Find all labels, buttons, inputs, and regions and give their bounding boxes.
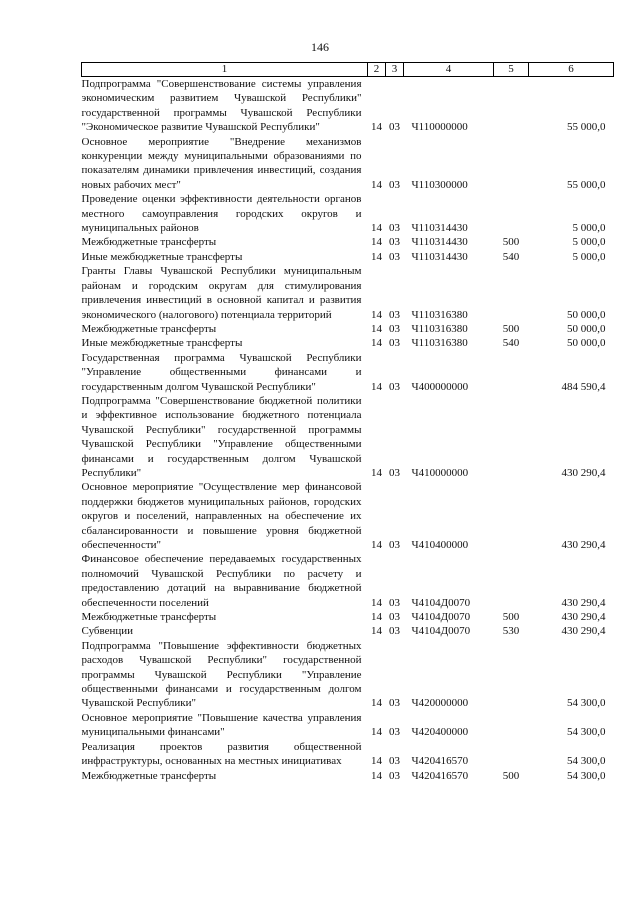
row-target-code: Ч110314430 [411, 250, 468, 263]
row-section: 14 [371, 380, 382, 393]
budget-table [81, 62, 614, 783]
row-section: 14 [371, 769, 382, 782]
row-section: 14 [371, 337, 382, 350]
table-header-row [82, 63, 614, 77]
row-expense-type: 540 [502, 250, 520, 263]
row-expense-type [494, 552, 529, 610]
row-subsection: 03 [389, 121, 400, 134]
header-col-5: 5 [494, 63, 529, 77]
row-target-code: Ч110316380 [411, 337, 468, 350]
row-expense-type [494, 77, 529, 135]
table-row [82, 336, 614, 350]
row-subsection: 03 [389, 337, 400, 350]
row-section: 14 [371, 625, 382, 638]
table-row [82, 322, 614, 336]
row-amount: 50 000,0 [567, 308, 606, 321]
row-subsection: 03 [389, 222, 400, 235]
row-amount: 430 290,4 [561, 539, 606, 551]
row-subsection: 03 [389, 380, 400, 393]
row-name: Реализация проектов развития общественной инфраструктуры, основанных на местных инициативах [81, 740, 362, 768]
row-expense-type [494, 394, 529, 480]
row-section: 14 [371, 596, 382, 609]
row-amount: 55 000,0 [567, 178, 606, 191]
row-expense-type [494, 740, 529, 769]
row-name: Межбюджетные трансферты [81, 322, 217, 335]
table-row [82, 769, 614, 783]
table-row [82, 480, 614, 552]
row-subsection: 03 [389, 178, 400, 191]
row-amount: 54 300,0 [567, 755, 606, 768]
row-section: 14 [371, 250, 382, 263]
row-section: 14 [371, 308, 382, 321]
row-expense-type: 530 [502, 625, 520, 638]
row-target-code: Ч420416570 [411, 769, 469, 782]
row-name: Подпрограмма "Совершенствование системы управления экономическим развитием Чувашской Республики" государственной программы Чувашской Республики "Экономическое развитие Чувашской Республики" [81, 78, 362, 134]
row-expense-type: 500 [502, 769, 520, 782]
row-subsection: 03 [389, 596, 400, 609]
table-row [82, 394, 614, 480]
row-section: 14 [371, 236, 382, 249]
row-section: 14 [371, 178, 382, 191]
table-row [82, 235, 614, 249]
row-target-code: Ч4104Д0070 [411, 625, 471, 638]
row-subsection: 03 [389, 625, 400, 638]
row-section: 14 [371, 539, 382, 551]
row-expense-type [494, 711, 529, 740]
row-name: Межбюджетные трансферты [81, 236, 217, 249]
row-section: 14 [371, 121, 382, 134]
row-amount: 430 290,4 [561, 611, 606, 624]
row-name: Иные межбюджетные трансферты [81, 337, 243, 350]
table-body [82, 77, 614, 783]
row-section: 14 [371, 466, 382, 479]
table-row [82, 77, 614, 135]
row-name: Гранты Главы Чувашской Республики муниципальным районам и городским округам для стимулирования привлечения инвестиций в основной капитал и развития экономического (налогового) потенциала территорий [81, 265, 362, 321]
row-target-code: Ч110300000 [411, 178, 468, 191]
table-row [82, 552, 614, 610]
table-row [82, 711, 614, 740]
row-name: Межбюджетные трансферты [81, 611, 217, 624]
row-target-code: Ч110314430 [411, 236, 468, 249]
row-amount: 54 300,0 [567, 726, 606, 739]
row-subsection: 03 [389, 611, 400, 624]
row-name: Проведение оценки эффективности деятельности органов местного самоуправления городских округов и муниципальных районов [81, 193, 362, 235]
row-target-code: Ч420000000 [411, 697, 469, 710]
row-amount: 430 290,4 [561, 466, 606, 479]
row-subsection: 03 [389, 769, 400, 782]
table-row [82, 351, 614, 394]
row-target-code: Ч110000000 [411, 121, 468, 134]
row-amount: 50 000,0 [567, 322, 606, 335]
row-target-code: Ч110316380 [411, 322, 468, 335]
row-name: Основное мероприятие "Повышение качества управления муниципальными финансами" [81, 711, 362, 739]
row-expense-type: 500 [502, 322, 520, 335]
row-subsection: 03 [389, 539, 400, 551]
row-target-code: Ч420400000 [411, 726, 469, 739]
table-row [82, 192, 614, 235]
table-row [82, 250, 614, 264]
row-expense-type: 500 [502, 611, 520, 624]
row-expense-type: 540 [502, 337, 520, 350]
row-expense-type [494, 264, 529, 322]
row-section: 14 [371, 222, 382, 235]
row-subsection: 03 [389, 466, 400, 479]
row-name: Иные межбюджетные трансферты [81, 250, 243, 263]
row-amount: 430 290,4 [561, 596, 606, 609]
header-col-3: 3 [386, 63, 404, 77]
row-target-code: Ч410000000 [411, 466, 469, 479]
row-target-code: Ч4104Д0070 [411, 596, 471, 609]
row-subsection: 03 [389, 322, 400, 335]
row-amount: 54 300,0 [567, 769, 606, 782]
page-number: 146 [311, 40, 329, 54]
row-expense-type [494, 480, 529, 552]
header-col-4: 4 [404, 63, 494, 77]
row-amount: 430 290,4 [561, 625, 606, 638]
row-target-code: Ч110316380 [411, 308, 468, 321]
header-col-1: 1 [82, 63, 368, 77]
row-subsection: 03 [389, 308, 400, 321]
row-name: Подпрограмма "Повышение эффективности бюджетных расходов Чувашской Республики" государственной программы Чувашской Республики "Управление общественными финансами и государственным долгом Чувашской Республики" [81, 639, 362, 710]
row-expense-type [494, 351, 529, 394]
row-target-code: Ч420416570 [411, 755, 469, 768]
row-target-code: Ч400000000 [411, 380, 469, 393]
row-expense-type [494, 639, 529, 711]
row-name: Подпрограмма "Совершенствование бюджетной политики и эффективное использование бюджетного потенциала Чувашской Республики" государственной программы Чувашской Республики "Управление общественными финансами и государственным долгом Чувашской Республики" [81, 394, 362, 479]
table-row [82, 610, 614, 624]
row-section: 14 [371, 322, 382, 335]
row-amount: 54 300,0 [567, 697, 606, 710]
row-amount: 50 000,0 [567, 337, 606, 350]
row-subsection: 03 [389, 755, 400, 768]
row-amount: 5 000,0 [572, 222, 606, 235]
row-amount: 5 000,0 [572, 236, 606, 249]
row-expense-type [494, 192, 529, 235]
table-row [82, 135, 614, 193]
row-name: Субвенции [81, 625, 134, 638]
row-section: 14 [371, 697, 382, 710]
row-amount: 55 000,0 [567, 121, 606, 134]
row-target-code: Ч410400000 [411, 539, 469, 551]
header-col-2: 2 [368, 63, 386, 77]
row-subsection: 03 [389, 726, 400, 739]
row-target-code: Ч110314430 [411, 222, 468, 235]
row-expense-type: 500 [502, 236, 520, 249]
row-expense-type [494, 135, 529, 193]
row-subsection: 03 [389, 697, 400, 710]
table-row [82, 264, 614, 322]
row-name: Финансовое обеспечение передаваемых государственных полномочий Чувашской Республики по расчету и предоставлению дотаций на выравнивание бюджетной обеспеченности поселений [81, 553, 362, 609]
row-subsection: 03 [389, 236, 400, 249]
row-name: Основное мероприятие "Внедрение механизмов конкуренции между муниципальными образованиями по показателям динамики привлечения инвестиций, создания новых рабочих мест" [81, 135, 362, 191]
table-row [82, 639, 614, 711]
row-subsection: 03 [389, 250, 400, 263]
row-amount: 5 000,0 [572, 250, 606, 263]
header-col-6: 6 [529, 63, 614, 77]
row-amount: 484 590,4 [561, 380, 606, 393]
row-name: Межбюджетные трансферты [81, 769, 217, 782]
row-target-code: Ч4104Д0070 [411, 611, 471, 624]
row-name: Основное мероприятие "Осуществление мер финансовой поддержки бюджетов муниципальных районов, городских округов и поселений, направленных на обеспечение их сбалансированности и повышение уровня бюджетной обеспеченности" [81, 481, 362, 551]
table-row [82, 740, 614, 769]
row-section: 14 [371, 755, 382, 768]
row-section: 14 [371, 726, 382, 739]
table-row [82, 624, 614, 638]
row-section: 14 [371, 611, 382, 624]
row-name: Государственная программа Чувашской Республики "Управление общественными финансами и государственным долгом Чувашской Республики" [81, 351, 362, 393]
